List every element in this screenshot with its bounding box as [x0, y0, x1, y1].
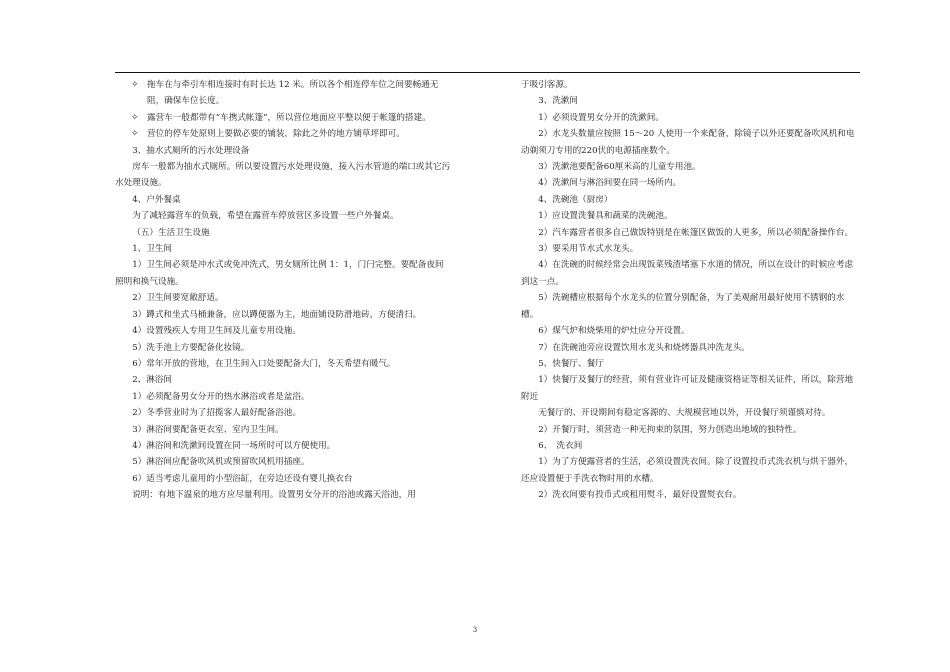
list-item: 1）为了方便露营者的生活，必须设置洗衣间。除了设置投币式洗衣机与烘干器外，还应设置便于手洗衣物时用的水槽。 — [521, 457, 854, 484]
section-heading: 5、快餐厅、餐厅 — [538, 358, 604, 369]
list-item: 2）洗衣间要有投币式或租用熨斗，最好设置熨衣台。 — [538, 490, 742, 501]
diamond-bullet-icon: ✧ — [131, 129, 139, 140]
paragraph: 说明：有地下温泉的地方应尽量利用。设置男女分开的浴池或露天浴池，用 — [132, 490, 416, 501]
list-item: 6）煤气炉和烧柴用的炉灶应分开设置。 — [538, 326, 690, 337]
section-heading: 2、淋浴间 — [132, 375, 173, 386]
left-column — [115, 77, 452, 504]
section-heading: 1、卫生间 — [132, 244, 173, 255]
section-heading: 3、洗漱间 — [538, 96, 579, 107]
header-rule — [115, 72, 860, 73]
list-item: 1）快餐厅及餐厅的经营，须有营业许可证及健康资格证等相关证件，所以，除营地附近 — [521, 375, 854, 402]
section-heading: 4、洗碗池（厨房） — [538, 194, 613, 205]
list-item: 1）必须设置男女分开的洗漱间。 — [538, 112, 664, 123]
paragraph: 房车一般都为抽水式厕所。所以要设置污水处理设施，接入污水管道的端口或其它污水处理设施。 — [115, 162, 451, 189]
paragraph-indented: 无餐厅的、开设期间有稳定客源的、大规模营地以外，开设餐厅须谨慎对待。 — [538, 408, 831, 419]
section-heading: （五）生活卫生设施 — [132, 227, 210, 238]
list-item: 5）淋浴间应配备吹风机或预留吹风机用插座。 — [132, 457, 310, 468]
right-column — [521, 77, 860, 504]
list-item: 4）洗漱间与淋浴间要在同一场所内。 — [538, 178, 682, 189]
bullet-item: ✧ 露营车一般都带有“车携式帐篷”，所以营位地面应平整以便于帐篷的搭建。 — [115, 110, 452, 126]
list-item: 5）洗碗槽应根据每个水龙头的位置分别配备，为了美观耐用最好使用不锈钢的水槽。 — [521, 293, 845, 320]
list-item: 4）淋浴间和洗漱间设置在同一场所时可以方便使用。 — [132, 440, 336, 451]
list-item: 6）常年开放的营地，在卫生间入口处要配备大门，冬天希望有暖气。 — [132, 358, 396, 369]
list-item: 4）在洗碗的时候经常会出现饭菜残渣堵塞下水道的情况，所以在设计的时候应考虑到这一点。 — [521, 260, 854, 287]
diamond-bullet-icon: ✧ — [131, 112, 139, 123]
list-item: 2）开餐厅时，须营造一种无拘束的氛围，努力创造出地域的独特性。 — [538, 424, 802, 435]
page-number: 3 — [472, 626, 478, 634]
bullet-item: ✧ 拖车在与牵引车相连接时有时长达 12 米。所以各个相连停车位之间要畅通无阻，确保车位长度。 — [115, 77, 452, 110]
list-item: 3）蹲式和坐式马桶兼备，应以蹲便器为主，地面铺设防滑地砖，方便清扫。 — [132, 309, 422, 320]
diamond-bullet-icon: ✧ — [131, 80, 139, 90]
section-heading: 3、抽水式厕所的污水处理设备 — [132, 145, 250, 156]
section-heading: 6、 洗衣间 — [538, 440, 583, 451]
list-item: 2）卫生间要宽敞舒适。 — [132, 293, 224, 304]
list-item: 1）必须配备男女分开的热水淋浴或者是盆浴。 — [132, 391, 310, 402]
list-item: 5）洗手池上方要配备化妆镜。 — [132, 342, 250, 353]
bullet-item: ✧ 营位的停车处原则上要做必要的铺装，除此之外的地方铺草坪即可。 — [115, 126, 452, 142]
list-item: 1）卫生间必须是冲水式或免冲洗式，男女厕所比例 1：1，门闩完整。要配备夜间照明和换气设施。 — [115, 260, 444, 287]
list-item: 2）水龙头数量应按照 15～20 人使用一个来配备，除镜子以外还要配备吹风机和电动剃须刀专用的220伏的电源插座数个。 — [521, 129, 855, 156]
list-item: 3）淋浴间要配备更衣室、室内卫生间。 — [132, 424, 284, 435]
section-heading: 4、户外餐桌 — [132, 194, 181, 205]
list-item: 1）应设置洗餐具和蔬菜的洗碗池。 — [538, 211, 673, 222]
list-item: 2）冬季营业时为了招揽客人最好配备浴池。 — [132, 408, 301, 419]
list-item: 7）在洗碗池旁应设置饮用水龙头和烧烤器具冲洗龙头。 — [538, 342, 750, 353]
list-item: 2）汽车露营者很多自己做饭特别是在帐篷区做饭的人更多，所以必须配备操作台。 — [538, 227, 854, 238]
paragraph: 为了减轻露营车的负载，希望在露营车停放营区多设置一些户外餐桌。 — [132, 211, 399, 222]
list-item: 3）要采用节水式水龙头。 — [538, 244, 639, 255]
list-item: 4）设置残疾人专用卫生间及儿童专用设施。 — [132, 326, 301, 337]
list-item: 6）适当考虑儿童用的小型浴缸，在旁边还设有婴儿换衣台 — [132, 473, 353, 484]
paragraph-continuation: 于吸引客源。 — [521, 80, 573, 90]
list-item: 3）洗漱池要配备60厘米高的儿童专用池。 — [538, 162, 701, 173]
